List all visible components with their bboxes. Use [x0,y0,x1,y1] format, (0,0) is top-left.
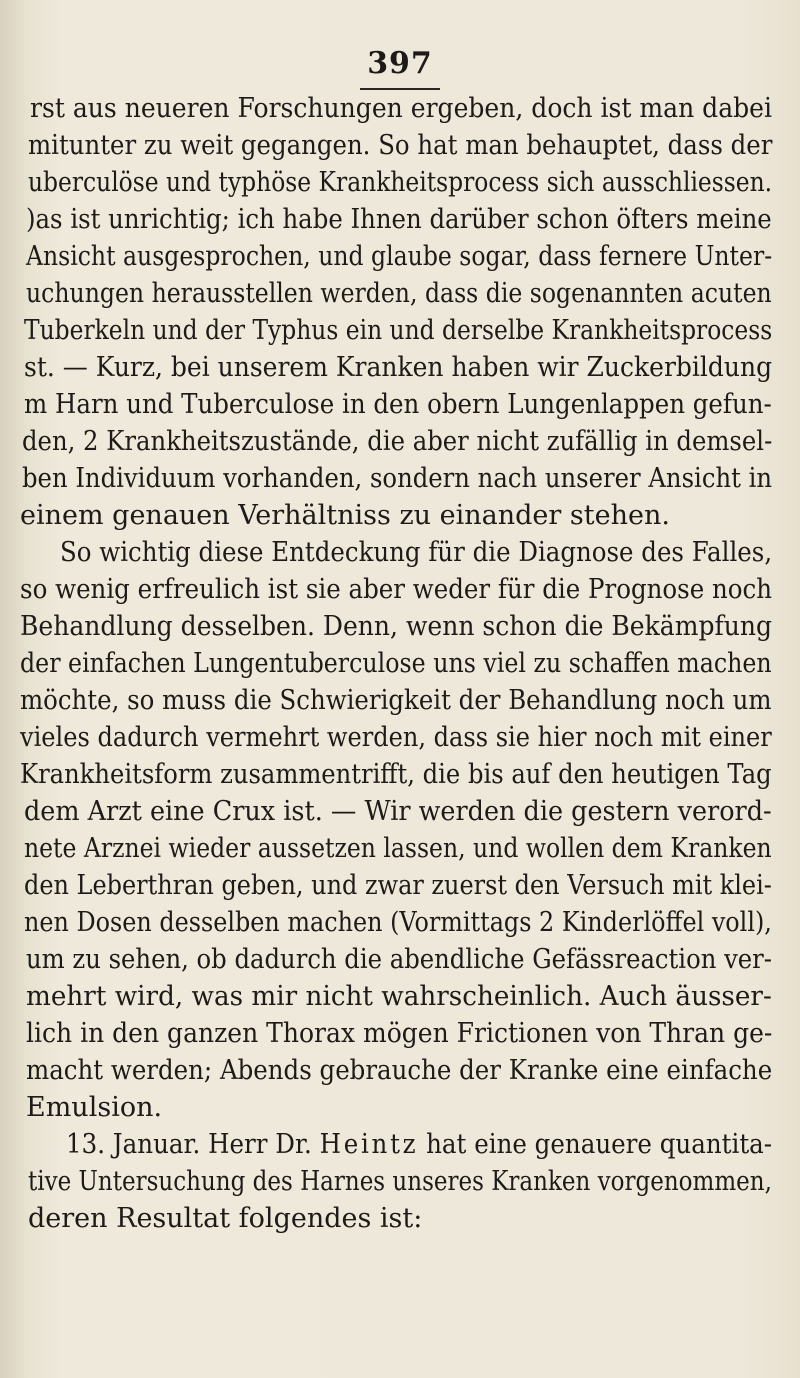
text-line: ben Individuum vorhanden, sondern nach unserer Ansicht in [22,463,773,494]
text-line: Ansicht ausgesprochen, und glaube sogar, dass fernere Unter- [26,241,773,272]
text-line-dated [66,1128,772,1162]
text-line: m Harn und Tuberculose in den obern Lungenlappen gefun- [24,389,772,420]
text-line: den, 2 Krankheitszustände, die aber nicht zufällig in demsel- [22,426,773,457]
text-line: Behandlung desselben. Denn, wenn schon die Bekämpfung [20,611,773,642]
text-fragment: Herr Dr. [208,1129,312,1160]
header-rule [360,88,440,90]
text-line: uchungen herausstellen werden, dass die sogenannten acuten [26,278,772,309]
text-line: So wichtig diese Entdeckung für die Diagnose des Falles, [60,537,773,568]
text-line: vieles dadurch vermehrt werden, dass sie hier noch mit einer [20,722,772,753]
text-line: den Leberthran geben, und zwar zuerst den Versuch mit klei- [24,870,772,901]
text-line: mehrt wird, was mir nicht wahrscheinlich. Auch äusser- [26,981,772,1012]
text-line: deren Resultat folgendes ist: [28,1203,423,1234]
text-line: st. — Kurz, bei unserem Kranken haben wir Zuckerbildung [24,352,773,383]
text-line: dem Arzt eine Crux ist. — Wir werden die gestern verord- [24,796,772,827]
text-line: mitunter zu weit gegangen. So hat man behauptet, dass der [28,130,773,161]
text-line: Tuberkeln und der Typhus ein und derselbe Krankheitsprocess [24,315,773,346]
text-line: der einfachen Lungentuberculose uns viel zu schaffen machen [20,648,772,679]
text-line: Krankheitsform zusammentrifft, die bis auf den heutigen Tag [20,759,772,790]
text-line: um zu sehen, ob dadurch die abendliche Gefässreaction ver- [26,944,773,975]
text-line: möchte, so muss die Schwierigkeit der Behandlung noch um [20,685,772,716]
text-line: uberculöse und typhöse Krankheitsprocess sich ausschliessen. [28,167,773,198]
text-line: einem genauen Verhältniss zu einander stehen. [20,500,670,531]
text-line: nen Dosen desselben machen (Vormittags 2 Kinderlöffel voll), [24,907,772,938]
text-line: nete Arznei wieder aussetzen lassen, und wollen dem Kranken [24,833,772,864]
text-line: so wenig erfreulich ist sie aber weder für die Prognose noch [20,574,773,605]
text-line: )as ist unrichtig; ich habe Ihnen darüber schon öfters meine [26,204,772,235]
entry-date: 13. Januar. [66,1129,201,1160]
text-line: tive Untersuchung des Harnes unseres Kranken vorgenommen, [28,1166,772,1197]
person-name: Heintz [319,1129,419,1160]
text-line: macht werden; Abends gebrauche der Kranke eine einfache [26,1055,773,1086]
text-line: rst aus neueren Forschungen ergeben, doch ist man dabei [30,93,772,124]
text-line: lich in den ganzen Thorax mögen Frictionen von Thran ge- [26,1018,773,1049]
page-number: 397 [367,46,433,81]
text-line: Emulsion. [26,1092,163,1123]
text-fragment: hat eine genauere quantita- [426,1129,773,1160]
